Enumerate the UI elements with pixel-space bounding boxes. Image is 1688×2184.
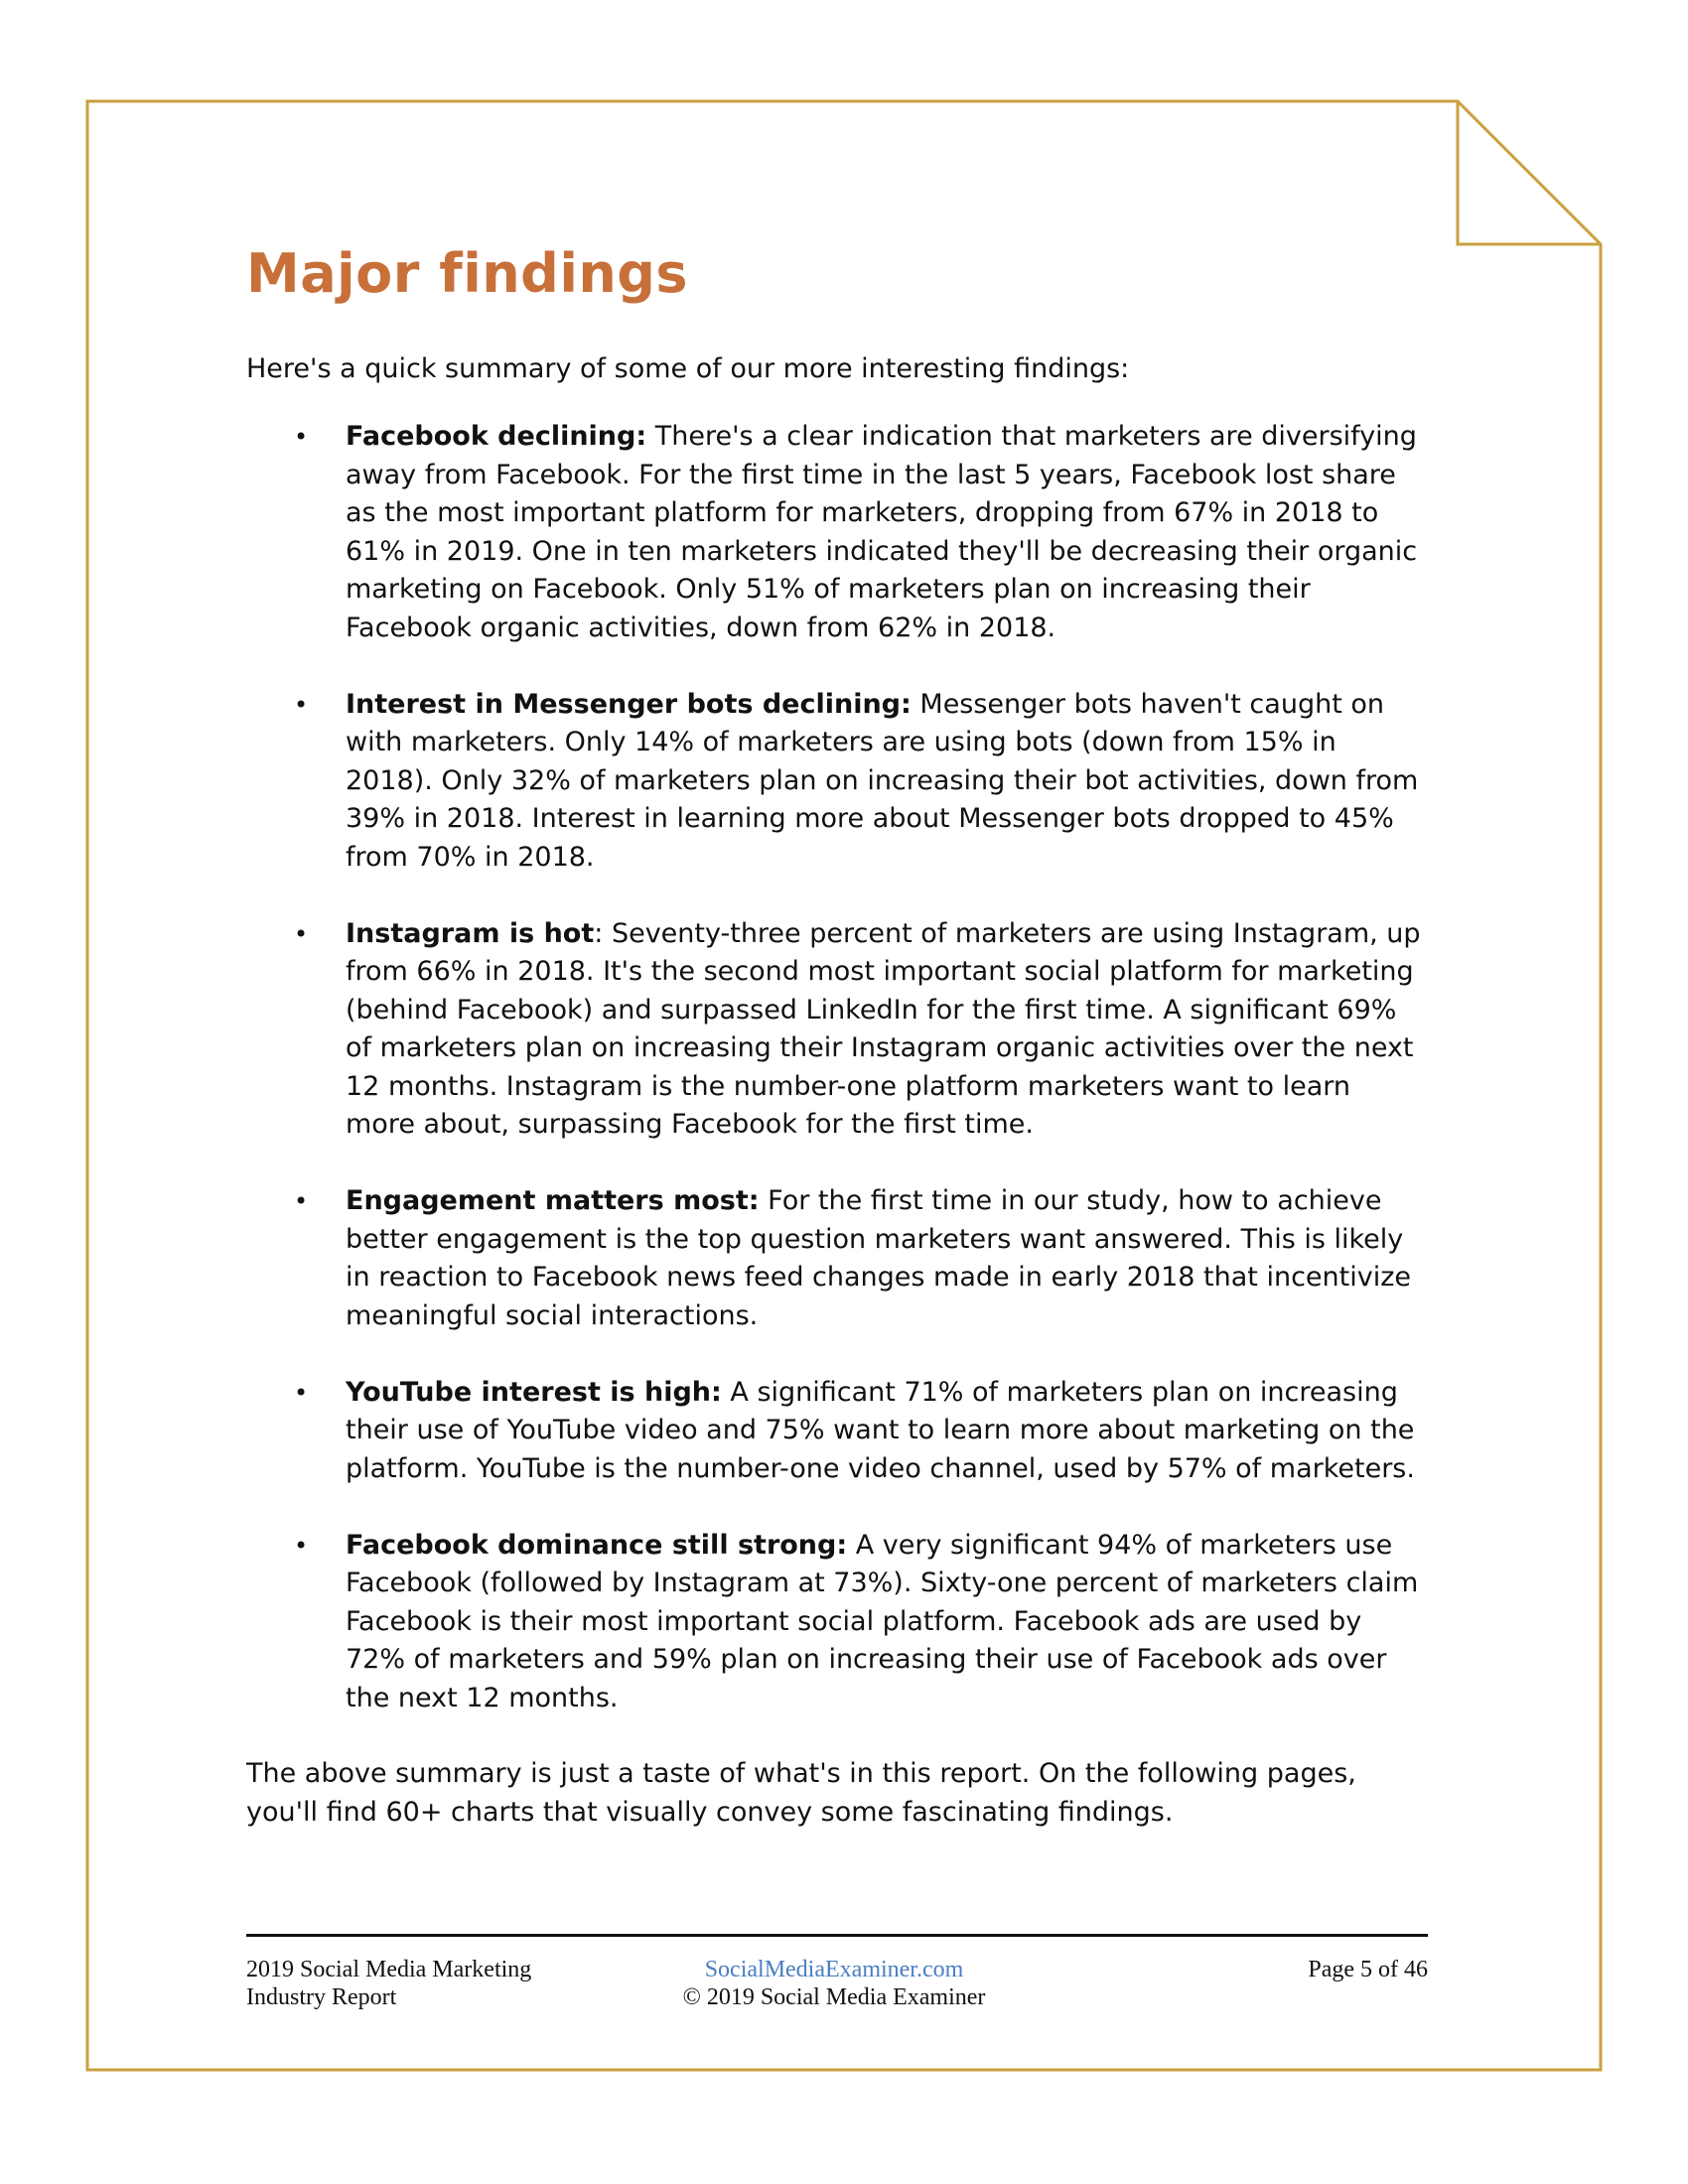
footer-site-link[interactable]: SocialMediaExaminer.com (704, 1957, 964, 1982)
finding-lead: Interest in Messenger bots declining: (346, 688, 912, 720)
intro-text: Here's a quick summary of some of our more interesting findings: (246, 353, 1130, 384)
list-item (246, 418, 1428, 647)
list-item (246, 686, 1428, 878)
finding-lead: Facebook declining: (346, 421, 647, 452)
finding-body: A significant 71% of marketers plan on increasing their use of YouTube video and 75% want to learn more about marketing on the platform. YouTube is the number-one video channel, used by 57% of marketers. (346, 1376, 1415, 1484)
bullet-icon: • (294, 1378, 309, 1407)
footer-page-number: Page 5 of 46 (1308, 1957, 1428, 1982)
bullet-icon: • (294, 919, 309, 948)
finding-body: Messenger bots haven't caught on with marketers. Only 14% of marketers are using bots (down from 15% in 2018). Only 32% of marketers plan on increasing their bot activities, down from 39% in 2018. Interest in learning more about Messenger bots dropped to 45% from 70% in 2018. (346, 688, 1419, 873)
list-item (246, 915, 1428, 1145)
finding-lead: Facebook dominance still strong: (346, 1529, 848, 1561)
list-item (246, 1182, 1428, 1335)
closing-text: The above summary is just a taste of what's in this report. On the following pages, you'll find 60+ charts that visually convey some fascinating findings. (246, 1757, 1356, 1828)
footer-center (665, 1956, 1003, 2011)
footer-report-title-line2: Industry Report (246, 1984, 397, 2010)
footer-copyright: © 2019 Social Media Examiner (682, 1984, 986, 2010)
finding-lead: Instagram is hot (346, 917, 595, 949)
findings-list (246, 418, 1428, 1717)
finding-body: There's a clear indication that marketers are diversifying away from Facebook. For the first time in the last 5 years, Facebook lost share as the most important platform for marketers, dropping from 67% in 2018 to 61% in 2019. One in ten marketers indicated they'll be decreasing their organic marketing on Facebook. Only 51% of marketers plan on increasing their Facebook organic activities, down from 62% in 2018. (346, 421, 1418, 643)
footer-divider (246, 1934, 1428, 1937)
list-item (246, 1527, 1428, 1718)
finding-body: A very significant 94% of marketers use Facebook (followed by Instagram at 73%). Sixty-one percent of marketers claim Facebook is their most important social platform. Facebook ads are used by 72% of marketers and 59% plan on increasing their use of Facebook ads over the next 12 months. (346, 1529, 1419, 1713)
footer-report-title-line1: 2019 Social Media Marketing (246, 1957, 532, 1982)
finding-body: : Seventy-three percent of marketers are using Instagram, up from 66% in 2018. It's the second most important social platform for marketing (behind Facebook) and surpassed LinkedIn for the first time. A significant 69% of marketers plan on increasing their Instagram organic activities over the next 12 months. Instagram is the number-one platform marketers want to learn more about, surpassing Facebook for the first time. (346, 917, 1421, 1140)
page-title: Major findings (246, 242, 689, 305)
footer-report-title (246, 1956, 604, 2011)
list-item (246, 1374, 1428, 1489)
bullet-icon: • (294, 690, 309, 719)
bullet-icon: • (294, 1187, 309, 1215)
finding-lead: Engagement matters most: (346, 1185, 760, 1216)
finding-lead: YouTube interest is high: (346, 1376, 722, 1408)
bullet-icon: • (294, 423, 309, 451)
main-content (246, 238, 1428, 1832)
finding-body: For the first time in our study, how to achieve better engagement is the top question marketers want answered. This is likely in reaction to Facebook news feed changes made in early 2018 that incentivize meaningful social interactions. (346, 1185, 1411, 1331)
bullet-icon: • (294, 1531, 309, 1560)
